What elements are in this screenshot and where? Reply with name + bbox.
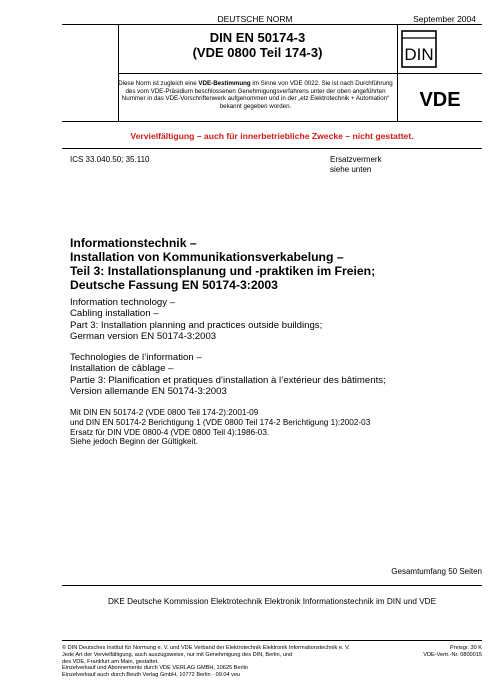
document-number: DIN EN 50174-3 <box>209 30 306 45</box>
header-bottom-rule <box>62 121 482 122</box>
english-title <box>70 297 480 343</box>
french-title <box>70 352 482 398</box>
footer-top-rule <box>62 640 482 641</box>
english-title-line: Part 3: Installation planning and practices outside buildings; <box>70 319 323 331</box>
german-title-line: Installation von Kommunikationsverkabelung – <box>70 250 344 264</box>
replacement-note-line1: Ersatzvermerk <box>330 155 382 164</box>
title-separator-rule <box>118 73 482 74</box>
english-title-line: Information technology – <box>70 297 176 308</box>
ics-codes: ICS 33.040.50; 35.110 <box>70 155 150 164</box>
vde-logo-text: VDE <box>419 89 461 111</box>
french-title-line: Partie 3: Planification et pratiques d’installation à l’extérieur des bâtiments; <box>70 374 386 386</box>
replacement-note <box>330 155 382 175</box>
din-logo <box>401 30 437 68</box>
vde-notice-post: im Sinne von VDE 0022. Sie ist nach Durchführung des vom VDE-Präsidium beschlossenen Genehmigungsverfahrens unter der oben angeführten Nummer in das VDE-Vorschriftenwerk aufgenommen und in der „etz Elektrotechnik + Automation“ bekannt gegeben worden. <box>121 80 393 110</box>
replacement-statement-line: und DIN EN 50174-2 Berichtigung 1 (VDE 0800 Teil 174-2 Berichtigung 1):2002-03 <box>70 417 371 427</box>
footer-line: Einzelverkauf und Abonnements durch VDE VERLAG GMBH, 10625 Berlin <box>62 665 248 672</box>
footer-pricing <box>400 645 482 659</box>
dke-top-rule <box>62 585 482 586</box>
french-title-line: Installation de câblage – <box>70 363 174 375</box>
copy-notice-rule <box>62 148 482 149</box>
french-title-line: Technologies de l’information – <box>70 352 202 363</box>
english-title-line: German version EN 50174-3:2003 <box>70 331 217 343</box>
dke-committee: DKE Deutsche Kommission Elektrotechnik Elektronik Informationstechnik im DIN und VDE <box>107 597 437 606</box>
din-logo-graphic <box>401 30 437 68</box>
replacement-statement <box>70 408 482 447</box>
footer-line: Jede Art der Vervielfältigung, auch auszugsweise, nur mit Genehmigung des DIN, Berlin, und <box>62 651 293 658</box>
vde-logo-graphic <box>405 86 475 112</box>
replacement-statement-line: Ersatz für DIN VDE 0800-4 (VDE 0800 Teil 4):1986-03. <box>70 427 270 437</box>
vde-notice <box>118 80 393 110</box>
vde-contract-number: VDE-Vertr.-Nr. 0800015 <box>423 651 482 658</box>
header-top-rule <box>62 24 482 25</box>
reproduction-notice: Vervielfältigung – auch für innerbetriebliche Zwecke – nicht gestattet. <box>130 131 414 141</box>
footer-line: des VDE, Frankfurt am Main, gestattet. <box>62 658 159 665</box>
vde-logo <box>405 86 475 112</box>
standard-type-label: DEUTSCHE NORM <box>217 14 293 24</box>
french-title-line: Version allemande EN 50174-3:2003 <box>70 386 227 398</box>
price-group: Preisgr. 30 K <box>449 645 482 651</box>
vde-classification: (VDE 0800 Teil 174-3) <box>192 45 323 60</box>
vde-notice-pre: Diese Norm ist zugleich eine <box>118 80 199 87</box>
replacement-statement-line: Mit DIN EN 50174-2 (VDE 0800 Teil 174-2):2001-09 <box>70 408 259 417</box>
german-title-line: Teil 3: Installationsplanung und -praktiken im Freien; <box>70 264 376 278</box>
replacement-note-line2: siehe unten <box>330 165 372 174</box>
total-pages: Gesamtumfang 50 Seiten <box>391 567 482 576</box>
footer-copyright <box>62 645 412 679</box>
replacement-statement-line: Siehe jedoch Beginn der Gültigkeit. <box>70 437 198 447</box>
din-logo-text: DIN <box>404 45 434 64</box>
vde-notice-bold: VDE-Bestimmung <box>198 80 251 87</box>
german-title-line: Informationstechnik – <box>70 236 197 250</box>
footer-line: Einzelverkauf auch durch Beuth Verlag GmbH, 10772 Berlin · 09.04 veu <box>62 672 241 679</box>
german-title-line: Deutsche Fassung EN 50174-3:2003 <box>70 278 278 292</box>
publication-date: September 2004 <box>413 14 476 24</box>
english-title-line: Cabling installation – <box>70 308 159 320</box>
footer-line: © DIN Deutsches Institut für Normung e. V. und VDE Verband der Elektrotechnik Elektronik Informationstechnik e. V. <box>62 645 350 651</box>
german-title <box>70 236 480 292</box>
